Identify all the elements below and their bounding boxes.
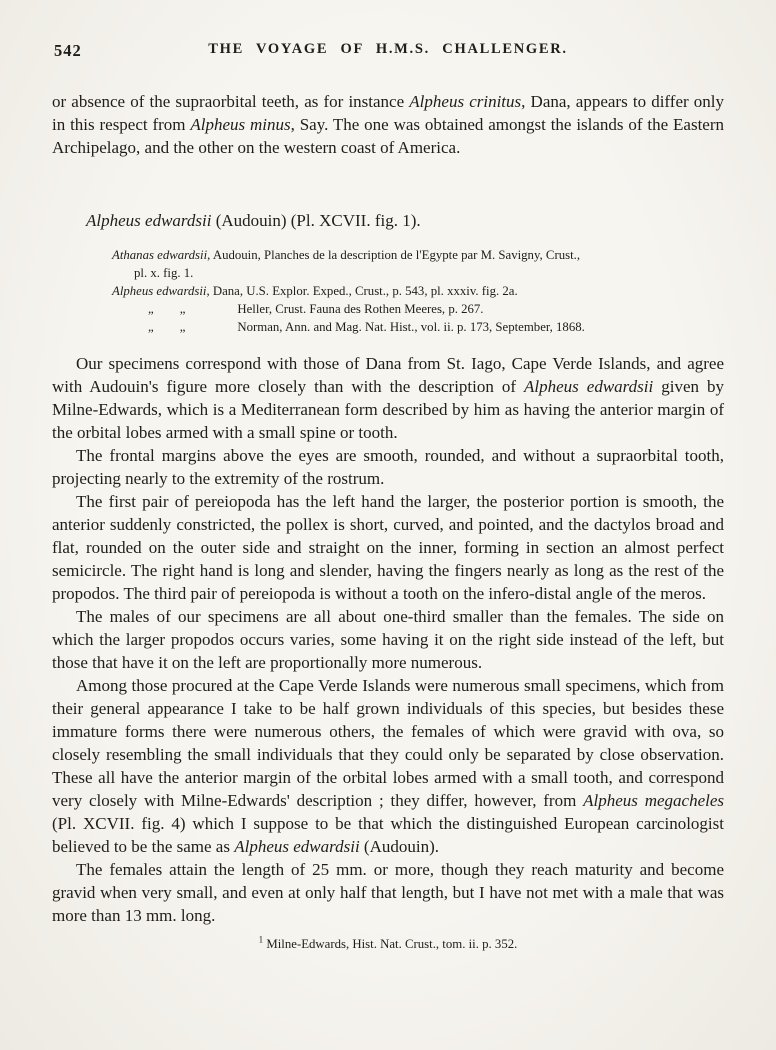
synonymy-entry: Athanas edwardsii, Audouin, Planches de la description de l'Egypte par M. Savigny, Crust., — [112, 248, 581, 262]
page-header — [52, 40, 724, 62]
synonymy-list — [112, 246, 724, 336]
synonymy-entry-continuation: pl. x. fig. 1. — [134, 266, 194, 280]
body-paragraph: The frontal margins above the eyes are smooth, rounded, and without a supraorbital tooth, projecting nearly to the extremity of the rostrum. — [52, 446, 724, 488]
page-number: 542 — [54, 41, 82, 60]
intro-paragraph: or absence of the supraorbital teeth, as for instance Alpheus crinitus, Dana, appears to differ only in this respect from Alpheus minus, Say. The one was obtained amongst the islands of the Eastern Archipelago, and the other on the western coast of America. — [52, 92, 725, 157]
running-title: THE VOYAGE OF H.M.S. CHALLENGER. — [208, 41, 568, 57]
body-paragraph: Our specimens correspond with those of Dana from St. Iago, Cape Verde Islands, and agree with Audouin's figure more closely than with the description of Alpheus edwardsii given by Milne-Edwards, which is a Mediterranean form described by him as having the anterior margin of the orbital lobes armed with a small spine or tooth. — [52, 354, 724, 442]
body-paragraph: Among those procured at the Cape Verde Islands were numerous small specimens, which from their general appearance I take to be half grown individuals of this species, but besides these immature forms there were numerous others, the females of which were gravid with ova, so closely resembling the small individuals that they could only be separated by close observation. These all have the anterior margin of the orbital lobes armed with a small tooth, and correspond very closely with Milne-Edwards' description ; they differ, however, from Alpheus megacheles (Pl. XCVII. fig. 4) which I suppose to be that which the distinguished European carcinologist believed to be the same as Alpheus edwardsii (Audouin). — [52, 676, 724, 856]
body-paragraph: The first pair of pereiopoda has the left hand the larger, the posterior portion is smooth, the anterior suddenly constricted, the pollex is short, curved, and pointed, and the dactylos broad and flat, rounded on the outer side and straight on the inner, forming in section an almost perfect semicircle. The right hand is long and slender, having the fingers nearly as long as the rest of the propodos. The third pair of pereiopoda is without a tooth on the infero-distal angle of the meros. — [52, 492, 724, 603]
species-heading: Alpheus edwardsii (Audouin) (Pl. XCVII. fig. 1). — [86, 211, 421, 230]
synonymy-entry: „ „ Heller, Crust. Fauna des Rothen Meeres, p. 267. — [148, 302, 484, 316]
body-paragraph: The males of our specimens are all about one-third smaller than the females. The side on which the larger propodos occurs varies, some having it on the right side instead of the left, but those that have it on the left are proportionally more numerous. — [52, 607, 724, 672]
footnote: $^1$ Milne-Edwards, Hist. Nat. Crust., tom. ii. p. 352. — [258, 934, 518, 951]
body-paragraph: The females attain the length of 25 mm. or more, though they reach maturity and become gravid when very small, and even at only half that length, but I have not met with a male that was more than 13 mm. long. — [52, 860, 724, 925]
synonymy-entry: „ „ Norman, Ann. and Mag. Nat. Hist., vol. ii. p. 173, September, 1868. — [148, 320, 585, 334]
synonymy-entry: Alpheus edwardsii, Dana, U.S. Explor. Exped., Crust., p. 543, pl. xxxiv. fig. 2a. — [112, 284, 518, 298]
body-text — [52, 352, 724, 927]
